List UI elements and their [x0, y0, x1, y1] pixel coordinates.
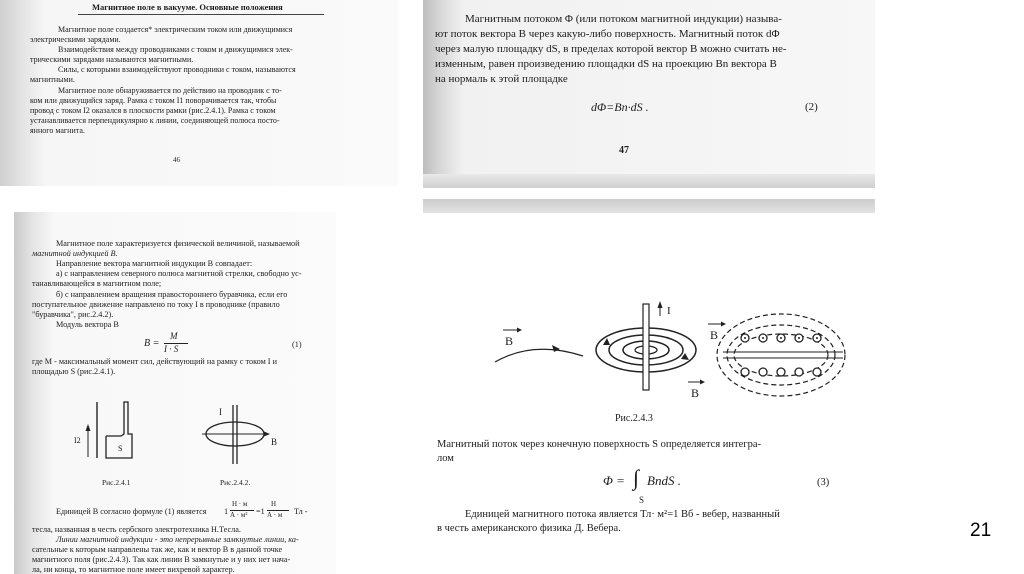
- label-b-center: B: [691, 386, 700, 400]
- scan-page-flux: [423, 214, 875, 572]
- text-line: где M - максимальный момент сил, действующий на рамку с током I и: [32, 357, 277, 366]
- formula-lhs: B =: [144, 338, 160, 349]
- text-line: ла, ни конца, то магнитное поле имеет вихревой характер.: [32, 565, 235, 574]
- scan-page-46: [0, 0, 398, 186]
- text-line: поступательное движение направлено по току I в проводнике (правило: [32, 300, 280, 309]
- text-line: Взаимодействия между проводниками с током и движущимися элек-: [58, 45, 293, 54]
- formula-flux: dΦ=Bn·dS .: [591, 100, 649, 114]
- units-frac-den: А · м: [267, 511, 283, 519]
- label-i2: I2: [74, 436, 81, 445]
- units-text: Единицей B согласно формуле (1) является: [56, 507, 207, 516]
- label-b-left: B: [505, 334, 514, 348]
- text-line: магнитной индукцией B.: [32, 249, 118, 258]
- integral-sign: ∫: [633, 465, 640, 490]
- text-line: танавливающейся в магнитном поле;: [32, 279, 162, 288]
- formula-body: BndS .: [647, 473, 681, 488]
- units-equals: =1: [256, 507, 265, 516]
- text-line: Магнитным потоком Φ (или потоком магнитной индукции) называ-: [465, 13, 782, 25]
- text-line: ком или движущийся заряд. Рамка с током I1 поворачивается так, чтобы: [30, 96, 277, 105]
- text-line: электрическими зарядами.: [30, 35, 121, 44]
- label-b-right: B: [710, 328, 719, 342]
- slide-number: 21: [970, 520, 992, 541]
- formula-number: (2): [805, 101, 818, 113]
- scan-page-47: [423, 0, 875, 188]
- figure-2-4-2: [14, 212, 336, 574]
- text-line: магнитного поля (рис.2.4.3). Так как линии B замкнутые и у них нет нача-: [32, 555, 291, 564]
- text-line: провод с током I2 оказался в плоскости рамки (рис.2.4.1). Рамка с током: [30, 106, 276, 115]
- label-i: I: [219, 407, 222, 417]
- units-frac-num: Н · м: [232, 500, 248, 508]
- text-line: трическими зарядами называются магнитными.: [30, 55, 194, 64]
- figure-caption: Рис.2.4.2.: [220, 478, 251, 487]
- text-line: Магнитный поток через конечную поверхность S определяется интегра-: [437, 439, 762, 450]
- text-line: Единицей магнитного потока является Тл· м²=1 Вб - вебер, названный: [465, 509, 780, 520]
- text-line: б) с направлением вращения правостороннего буравчика, если его: [56, 290, 288, 299]
- label-i: I: [667, 305, 671, 317]
- scan-page-inductance: [14, 212, 336, 574]
- page-number: 47: [619, 145, 629, 156]
- text-line: ют поток вектора B через какую-либо поверхность. Магнитный поток dΦ: [435, 28, 780, 40]
- text-line: магнитными.: [30, 75, 75, 84]
- section-header: Магнитное поле в вакууме. Основные положения: [92, 2, 283, 12]
- label-s: S: [118, 444, 123, 453]
- text-line: Модуль вектора B: [56, 320, 119, 329]
- text-line: лом: [437, 453, 454, 464]
- figure-caption: Рис.2.4.1: [102, 478, 131, 487]
- units-frac-den: А · м²: [230, 511, 248, 519]
- formula-numerator: M: [170, 331, 178, 341]
- text-line: Направление вектора магнитной индукции B совпадает:: [56, 259, 253, 268]
- units-one: 1: [224, 507, 229, 516]
- units-tesla: Тл -: [294, 507, 308, 516]
- text-line: сательные к которым направлены так же, как и вектор B в данной точке: [32, 545, 283, 554]
- units-frac-num: Н: [271, 500, 277, 508]
- text-line: а) с направлением северного полюса магнитной стрелки, свободно ус-: [56, 269, 302, 278]
- formula-number: (3): [817, 477, 830, 488]
- text-line: тесла, названная в честь сербского электротехника Н.Тесла.: [32, 525, 241, 534]
- header-rule: [78, 14, 324, 15]
- text-line: через малую площадку dS, в пределах которой вектор B можно считать не-: [435, 43, 787, 55]
- text-line: в честь американского физика Д. Вебера.: [437, 523, 621, 534]
- text-line: площадью S (рис.2.4.1).: [32, 367, 116, 376]
- text-line: "буравчика", рис.2.4.2).: [32, 310, 114, 319]
- text-line: Магнитное поле обнаруживается по действию на проводник с то-: [58, 86, 282, 95]
- text-line: Магнитное поле характеризуется физической величиной, называемой: [56, 239, 300, 248]
- text-line: Силы, с которыми взаимодействуют проводники с током, называются: [58, 65, 296, 74]
- text-line: Линии магнитной индукции - это непрерывные замкнутые линии, ка-: [56, 535, 299, 544]
- label-b: B: [271, 437, 278, 447]
- page-number: 46: [173, 156, 180, 164]
- page-edge-strip: [423, 174, 875, 188]
- text-line: на нормаль к этой площадке: [435, 73, 568, 85]
- text-line: Магнитное поле создается* электрическим током или движущимися: [58, 25, 293, 34]
- formula-denominator: I · S: [164, 344, 179, 354]
- figure-caption: Рис.2.4.3: [615, 413, 653, 424]
- text-line: устанавливается перпендикулярно к линии, соединяющей полюса посто-: [30, 116, 280, 125]
- text-line: янного магнита.: [30, 126, 85, 135]
- integral-subscript: S: [639, 495, 645, 505]
- formula-lhs: Φ =: [603, 473, 625, 488]
- formula-number: (1): [292, 340, 302, 349]
- text-line: изменным, равен произведению площадки dS на проекцию Bn вектора B: [435, 58, 777, 70]
- scan-edge-strip: [423, 199, 875, 213]
